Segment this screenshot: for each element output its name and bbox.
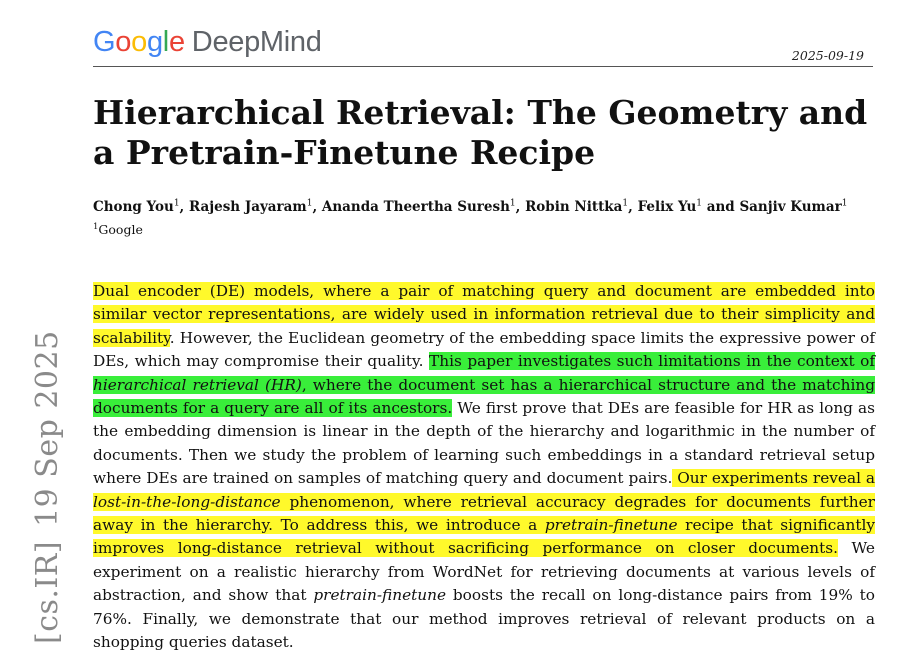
- author-affiliation-mark: 1: [509, 198, 516, 209]
- author-separator: ,: [179, 199, 189, 215]
- author-list: [93, 199, 883, 215]
- google-letter: l: [162, 26, 169, 58]
- affiliation: [93, 222, 143, 237]
- term-pretrain-finetune-2: pretrain-finetune: [313, 586, 447, 605]
- term-lost-in-long-distance: lost-in-the-long-distance: [93, 492, 281, 511]
- author-affiliation-mark: 1: [622, 198, 629, 209]
- author-name: Robin Nittka: [525, 199, 623, 215]
- author-name: Rajesh Jayaram: [188, 199, 307, 215]
- author-separator: ,: [628, 199, 638, 215]
- affiliation-name: Google: [98, 222, 143, 237]
- author-affiliation-mark: 1: [841, 198, 848, 209]
- abstract-text-5a: We experiment on a realistic hierarchy from WordNet for retrieving documents at various levels of abstraction, and show that: [93, 539, 875, 605]
- highlight-yellow-1: Dual encoder (DE) models, where a pair of matching query and document are embedded into similar vector representations, are widely used in information retrieval due to their simplicity and scalability: [93, 282, 875, 347]
- arxiv-category: [cs.IR]: [30, 540, 65, 644]
- author-affiliation-mark: 1: [306, 198, 313, 209]
- abstract-text-4c: recipe that significantly improves long-distance retrieval without sacrificing performance on closer documents.: [93, 516, 875, 558]
- arxiv-date: 19 Sep 2025: [30, 330, 65, 527]
- author-name: Ananda Theertha Suresh: [321, 199, 510, 215]
- google-wordmark: [93, 26, 185, 58]
- abstract-text-1: . However, the Euclidean geometry of the embedding space limits the expressive power of DEs, which may compromise their quality.: [93, 328, 875, 371]
- author-name: Sanjiv Kumar: [739, 199, 842, 215]
- term-hierarchical-retrieval: hierarchical retrieval (HR): [93, 375, 302, 394]
- google-letter: G: [93, 26, 116, 58]
- abstract-text-3: We first prove that DEs are feasible for HR as long as the embedding dimension is linear in the depth of the hierarchy and logarithmic in the number of documents. Then we study the problem of learning such embeddings in a standard retrieval setup where DEs are trained on samples of matching query and document pairs.: [93, 399, 875, 488]
- arxiv-sidebar-stamp: [30, 316, 65, 644]
- abstract-text-4a: Our experiments reveal a: [672, 469, 876, 488]
- abstract-text-2b: , where the document set has a hierarchical structure and the matching documents for a query are all of its ancestors.: [93, 375, 875, 418]
- google-letter: g: [146, 26, 163, 58]
- google-deepmind-logo: [93, 26, 322, 59]
- google-letter: e: [168, 26, 185, 58]
- abstract: [93, 280, 875, 655]
- term-pretrain-finetune: pretrain-finetune: [544, 516, 678, 535]
- paper-title: Hierarchical Retrieval: The Geometry and a Pretrain-Finetune Recipe: [93, 93, 868, 172]
- publication-date: 2025-09-19: [791, 48, 864, 63]
- abstract-text-5b: boosts the recall on long-distance pairs from 19% to 76%. Finally, we demonstrate that our method improves retrieval of relevant products on a shopping queries dataset.: [93, 586, 875, 652]
- author-separator: ,: [312, 199, 322, 215]
- header-divider: [93, 66, 873, 67]
- author-name: Felix Yu: [637, 199, 697, 215]
- author-separator: ,: [515, 199, 526, 215]
- google-letter: o: [115, 26, 132, 58]
- author-affiliation-mark: 1: [173, 198, 180, 209]
- deepmind-wordmark: DeepMind: [191, 26, 322, 58]
- author-separator: and: [702, 199, 740, 215]
- author-name: Chong You: [93, 199, 174, 215]
- affiliation-mark: 1: [93, 221, 99, 232]
- google-letter: o: [131, 26, 147, 58]
- abstract-text-2a: This paper investigates such limitations in the context of: [429, 352, 875, 371]
- author-affiliation-mark: 1: [696, 198, 703, 209]
- abstract-text-4b: phenomenon, where retrieval accuracy degrades for documents further away in the hierarchy. To address this, we introduce a: [93, 492, 875, 535]
